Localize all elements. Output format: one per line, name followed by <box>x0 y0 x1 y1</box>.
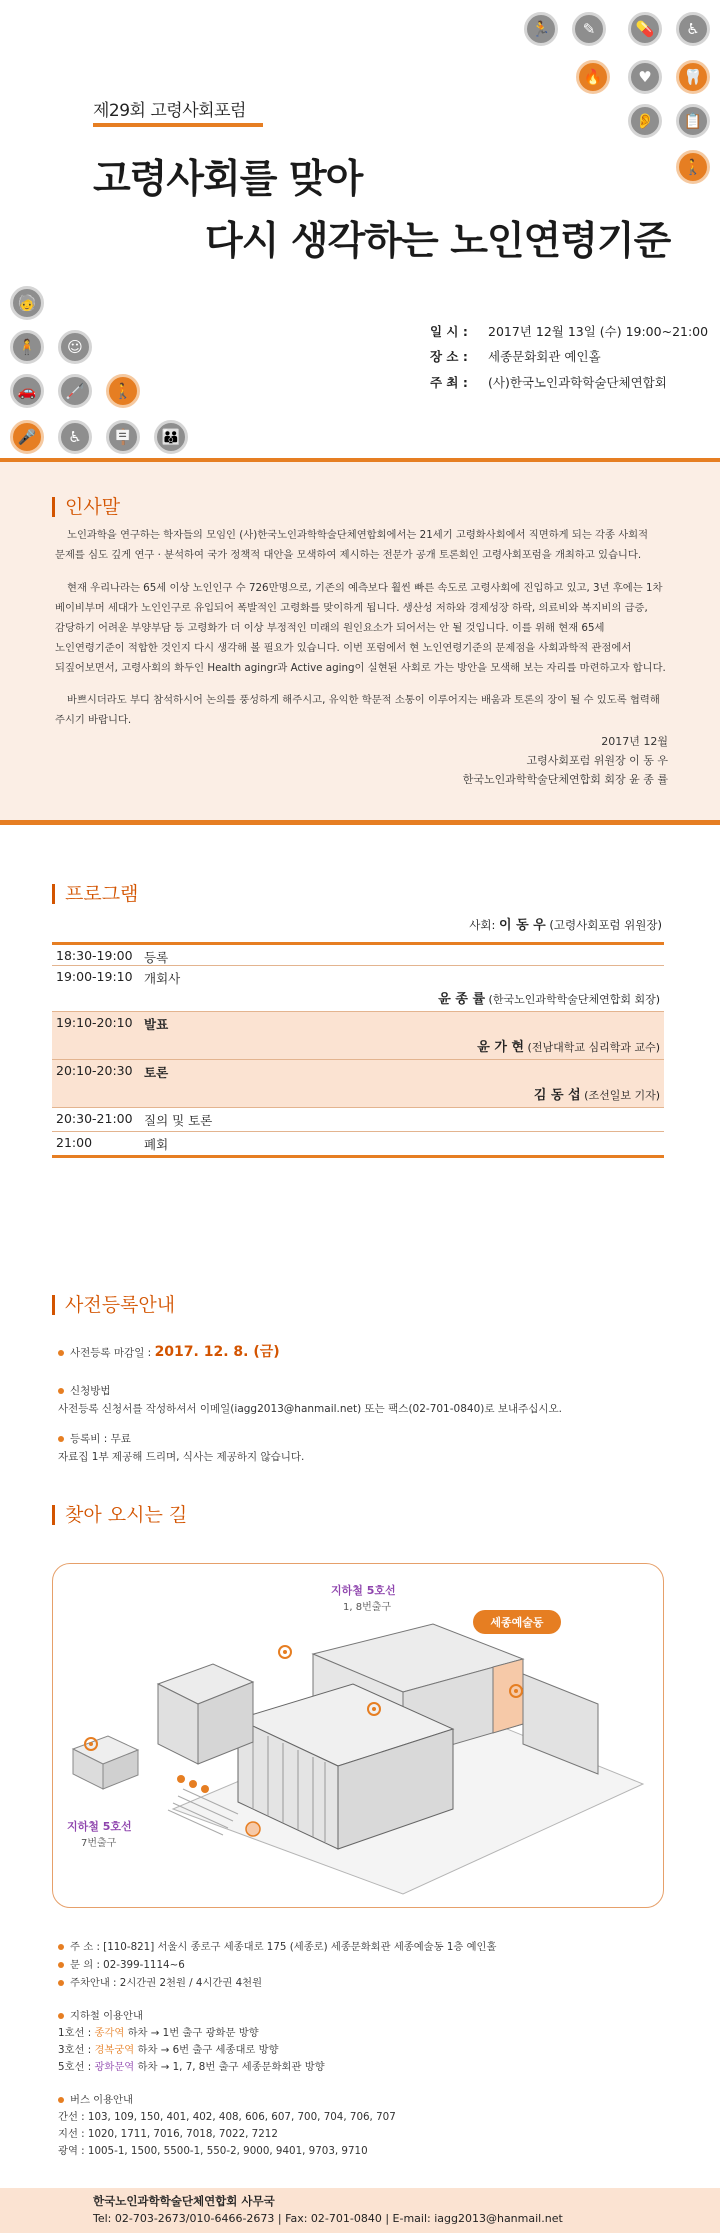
map-illustration <box>53 1564 664 1908</box>
program-row: 19:00-19:10 개회사 윤 종 률 (한국노인과학학술단체연합회 회장) <box>52 966 664 1012</box>
program-row: 19:10-20:10 발표 윤 가 현 (전남대학교 심리학과 교수) <box>52 1012 664 1060</box>
signature-president: 한국노인과학학술단체연합회 회장 윤 종 률 <box>462 773 668 786</box>
program-row: 18:30-19:00 등록 <box>52 942 664 966</box>
elderly-icon: 🧓 <box>10 286 44 320</box>
walker-icon: 🚶 <box>676 150 710 184</box>
info-host: 주 최 : (사)한국노인과학학술단체연합회 <box>430 375 667 390</box>
walk-icon: 🚶 <box>106 374 140 408</box>
flame-icon: 🔥 <box>576 60 610 94</box>
program-row: 21:00 폐회 <box>52 1132 664 1158</box>
bullet-dot <box>58 2097 64 2103</box>
forum-underline <box>93 123 263 127</box>
title-line-1: 고령사회를 맞아 <box>93 157 363 202</box>
wheelchair-icon: ♿ <box>676 12 710 46</box>
registration-fee: 등록비 : 무료 자료집 1부 제공해 드리며, 식사는 제공하지 않습니다. <box>58 1433 305 1463</box>
bus-branch: 지선 : 1020, 1711, 7016, 7018, 7022, 7212 <box>58 2128 278 2140</box>
person-icon: 🧍 <box>10 330 44 364</box>
address-line: 주 소 : [110-821] 서울시 종로구 세종대로 175 (세종로) 세종문화회관 세종예술동 1층 예인홀 <box>58 1938 496 1953</box>
bullet-dot <box>58 1350 64 1356</box>
bus-title: 버스 이용안내 <box>58 2091 133 2106</box>
map-label-subway5-top: 지하철 5호선 <box>331 1584 396 1597</box>
subway-line-3: 3호선 : 경복궁역 하차 → 6번 출구 세종대로 방향 <box>58 2044 279 2056</box>
bullet-dot <box>58 1962 64 1968</box>
registration-title: 사전등록안내 <box>52 1295 175 1315</box>
title-line-2: 다시 생각하는 노인연령기준 <box>205 219 671 264</box>
location-map <box>52 1563 664 1908</box>
program-title: 프로그램 <box>52 884 138 904</box>
heart-icon: ♥ <box>628 60 662 94</box>
bullet-dot <box>58 1388 64 1394</box>
subway-title: 지하철 이용안내 <box>58 2007 143 2022</box>
subway-line-1: 1호선 : 종각역 하차 → 1번 출구 광화문 방향 <box>58 2027 259 2039</box>
run-icon: 🏃 <box>524 12 558 46</box>
phone-line: 문 의 : 02-399-1114~6 <box>58 1956 185 1971</box>
family-icon: 👪 <box>154 420 188 454</box>
parking-line: 주차안내 : 2시간권 2천원 / 4시간권 4천원 <box>58 1974 262 1989</box>
ear-icon: 👂 <box>628 104 662 138</box>
info-date: 일 시 : 2017년 12월 13일 (수) 19:00~21:00 <box>430 324 709 339</box>
car-icon: 🚗 <box>10 374 44 408</box>
map-label-venue: 세종예술동 <box>490 1616 544 1629</box>
sign-icon: 🪧 <box>106 420 140 454</box>
greeting-para-3: 바쁘시더라도 부디 참석하시어 논의를 풍성하게 해주시고, 유익한 학문적 소통이 이루어지는 배움과 토론의 장이 될 수 있도록 협력해 주시기 바랍니다. <box>55 694 660 726</box>
signature-chair: 고령사회포럼 위원장 이 동 우 <box>526 754 668 767</box>
microphone-icon: 🎤 <box>10 420 44 454</box>
bullet-dot <box>58 1980 64 1986</box>
footer-contact: Tel: 02-703-2673/010-6466-2673 | Fax: 02-701-0840 | E-mail: iagg2013@hanmail.net <box>93 2212 563 2225</box>
greeting-divider <box>0 820 720 825</box>
poster-header <box>0 0 720 462</box>
bullet-dot <box>58 1436 64 1442</box>
cane-icon: 🦯 <box>58 374 92 408</box>
bullet-dot <box>58 2013 64 2019</box>
forum-label: 제29회 고령사회포럼 <box>93 101 246 121</box>
face-icon: ☺ <box>58 330 92 364</box>
greeting-para-2: 현재 우리나라는 65세 이상 노인인구 수 726만명으로, 기존의 예측보다 훨씬 빠른 속도로 고령사회에 진입하고 있고, 3년 후에는 1차 베이비부머 세대가 노인인구로 유입되어 폭발적인 고령화를 맞이하게 됩니다. 생산성 저하와 경제성장 하락, 의료비와 복지비의 급증, 감당하기 어려운 부양부담 등 고령화가 더 이상 부정적인 미래의 원인요소가 되어서는 안 될 것입니다. 이를 위해 현재 65세 노인연령기준이 적합한 것인지 다시 생각해 볼 필요가 있습니다. 이번 포럼에서 현 노인연령기준의 문제점을 사회과학적 관점에서 되짚어보면서, 고령사회의 화두인 Health agingr과 Active aging이 실현된 사회로 가는 방안을 모색해 보는 자리를 마련하고자 합니다. <box>55 582 666 674</box>
map-label-exit-left: 7번출구 <box>81 1838 117 1849</box>
pill-icon: 💊 <box>628 12 662 46</box>
clipboard-icon: 📋 <box>676 104 710 138</box>
wheelchair-icon: ♿ <box>58 420 92 454</box>
tooth-icon: 🦷 <box>676 60 710 94</box>
bus-main: 간선 : 103, 109, 150, 401, 402, 408, 606, 607, 700, 704, 706, 707 <box>58 2111 396 2123</box>
program-mc: 사회: 이 동 우 (고령사회포럼 위원장) <box>469 918 662 933</box>
subway-line-5: 5호선 : 광화문역 하차 → 1, 7, 8번 출구 세종문화회관 방향 <box>58 2061 325 2073</box>
directions-title: 찾아 오시는 길 <box>52 1505 187 1525</box>
program-row: 20:10-20:30 토론 김 동 섭 (조선일보 기자) <box>52 1060 664 1108</box>
program-row: 20:30-21:00 질의 및 토론 <box>52 1108 664 1132</box>
registration-deadline: 사전등록 마감일 : 2017. 12. 8. (금) <box>58 1343 280 1362</box>
greeting-date: 2017년 12월 <box>601 735 668 748</box>
greeting-title: 인사말 <box>52 497 120 517</box>
footer <box>0 2188 720 2233</box>
bus-wide: 광역 : 1005-1, 1500, 5500-1, 550-2, 9000, 9401, 9703, 9710 <box>58 2145 368 2157</box>
program-table <box>52 942 664 1158</box>
footer-org: 한국노인과학학술단체연합회 사무국 <box>93 2194 275 2208</box>
greeting-para-1: 노인과학을 연구하는 학자들의 모임인 (사)한국노인과학학술단체연합회에서는 21세기 고령화사회에서 직면하게 되는 각종 사회적 문제를 심도 깊게 연구 · 분석하여 국가 정책적 대안을 모색하여 제시하는 전문가 공개 토론회인 고령사회포럼을 개최하고 있습니다. <box>55 529 649 561</box>
map-label-exit-top: 1, 8번출구 <box>343 1602 392 1613</box>
registration-method: 신청방법 사전등록 신청서를 작성하셔서 이메일(iagg2013@hanmail.net) 또는 팩스(02-701-0840)로 보내주십시오. <box>58 1385 563 1415</box>
map-label-subway5-left: 지하철 5호선 <box>67 1820 132 1833</box>
bullet-dot <box>58 1944 64 1950</box>
info-venue: 장 소 : 세종문화회관 예인홀 <box>430 349 601 364</box>
pen-icon: ✎ <box>572 12 606 46</box>
